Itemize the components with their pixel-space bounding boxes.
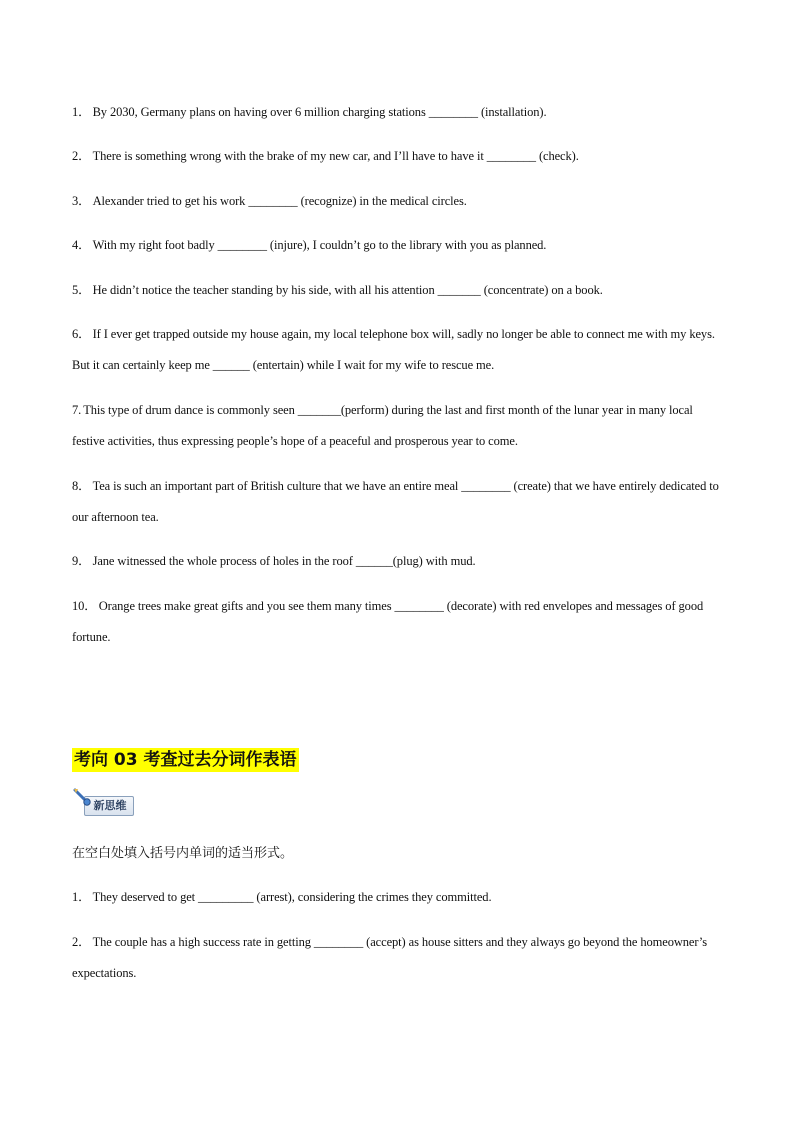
question-text: There is something wrong with the brake of my new car, and I’ll have to have it ________ (check). — [92, 149, 579, 163]
instruction-text: 在空白处填入括号内单词的适当形式。 — [72, 846, 294, 861]
question-number: 6． — [72, 327, 91, 341]
question-a5 — [72, 275, 724, 306]
question-text: They deserved to get _________ (arrest), considering the crimes they committed. — [92, 890, 492, 904]
question-text: He didn’t notice the teacher standing by his side, with all his attention _______ (concentrate) on a book. — [92, 283, 603, 297]
question-number: 3． — [72, 194, 91, 208]
question-a3 — [72, 186, 724, 217]
question-number: 7. — [72, 403, 82, 417]
question-text: With my right foot badly ________ (injure), I couldn’t go to the library with you as planned. — [92, 238, 547, 252]
question-a4 — [72, 230, 724, 261]
section-heading: 考向 03 考查过去分词作表语 — [74, 750, 297, 770]
question-a10 — [72, 591, 724, 653]
question-text: Tea is such an important part of British culture that we have an entire meal ________ (create) that we have entirely dedicated to our afternoon tea. — [72, 479, 719, 524]
question-number: 2． — [72, 935, 91, 949]
pen-icon — [72, 786, 98, 808]
question-text: By 2030, Germany plans on having over 6 million charging stations ________ (installation). — [92, 105, 547, 119]
question-number: 1． — [72, 105, 91, 119]
question-number: 1． — [72, 890, 91, 904]
question-b2 — [72, 927, 724, 989]
question-b1 — [72, 882, 724, 913]
question-number: 2． — [72, 149, 91, 163]
question-number: 4． — [72, 238, 91, 252]
question-number: 9． — [72, 554, 91, 568]
badge-label: 新思维 — [93, 799, 127, 812]
question-a1 — [72, 97, 724, 128]
question-a7 — [72, 395, 724, 457]
question-text: Orange trees make great gifts and you see them many times ________ (decorate) with red envelopes and messages of good fortune. — [72, 599, 704, 644]
question-number: 8． — [72, 479, 91, 493]
question-a9 — [72, 546, 724, 577]
question-text: This type of drum dance is commonly seen _______(perform) during the last and first month of the lunar year in many local festive activities, thus expressing people’s hope of a peaceful and prosperous year to come. — [72, 403, 693, 448]
question-a2 — [72, 141, 724, 172]
question-number: 5． — [72, 283, 91, 297]
question-text: Alexander tried to get his work ________ (recognize) in the medical circles. — [92, 194, 467, 208]
question-number: 10． — [72, 599, 97, 613]
question-text: If I ever get trapped outside my house again, my local telephone box will, sadly no longer be able to connect me with my keys. But it can certainly keep me ______ (entertain) while I wait for my wife to rescue me. — [72, 327, 715, 372]
question-a8 — [72, 471, 724, 533]
question-a6 — [72, 319, 724, 381]
new-thinking-badge — [72, 786, 136, 818]
question-text: Jane witnessed the whole process of holes in the roof ______(plug) with mud. — [92, 554, 476, 568]
question-text: The couple has a high success rate in getting ________ (accept) as house sitters and they always go beyond the homeowner’s expectations. — [72, 935, 708, 980]
